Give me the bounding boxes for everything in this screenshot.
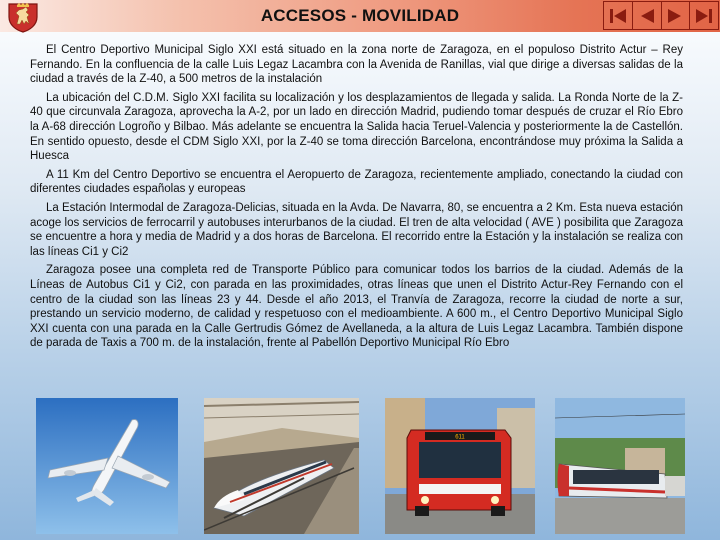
paragraph-train-station: La Estación Intermodal de Zaragoza-Delicias, situada en la Avda. De Navarra, 80, se encuentra a 2 Km. Esta nueva estación acoge los servicios de ferrocarril y autobuses interurbanos de la ciudad. El tren de alta velocidad ( AVE ) posibilita que Zaragoza se encuentre a hora y media de Madrid y a dos horas de Barcelona. El recorrido entre la Estación y la instalación se realiza con las líneas Ci1 y Ci2 [30,201,683,258]
next-slide-icon[interactable] [662,2,691,29]
page-title: ACCESOS - MOVILIDAD [260,6,460,25]
high-speed-train-photo [204,398,359,534]
paragraph-public-transport: Zaragoza posee una completa red de Transporte Público para comunicar todos los barrios de la ciudad. Además de la Líneas de Autobus Ci1 y Ci2, con parada en las proximidades, otras líneas que unen el Distrito Actur-Rey Fernando con el centro de la ciudad son las líneas 23 y 44. Desde el año 2013, el Tranvía de Zaragoza, recorre la ciudad de norte a sur, prestando un servicio moderno, de calidad y respetuoso con el medioambiente. A 600 m., el Centro Deportivo Municipal Siglo XXI cuenta con una parada en la Calle Gertrudis Gómez de Avellaneda, a la altura de Luis Legaz Lacambra. También dispone de parada de Taxis a 700 m. de la instalación, frente al Pabellón Deportivo Municipal Río Ebro [30,264,683,350]
city-bus-photo [385,398,535,534]
slide-navigation [603,1,719,30]
tram-photo [555,398,685,534]
paragraph-location: El Centro Deportivo Municipal Siglo XXI está situado en la zona norte de Zaragoza, en el populoso Distrito Actur – Rey Fernando. En la confluencia de la calle Luis Legaz Lacambra con la Avenida de Ranillas, vial que dirige a diversas salidas de la ciudad a través de la Z-40, a 500 metros de la instalación [30,44,683,86]
airplane-photo [36,398,178,534]
first-slide-icon[interactable] [604,2,633,29]
last-slide-icon[interactable] [690,2,718,29]
body-text [30,43,683,355]
paragraph-roads: La ubicación del C.D.M. Siglo XXI facilita su localización y los desplazamientos de llegada y salida. La Ronda Norte de la Z-40 que circunvala Zaragoza, aprovecha la A-2, por un lado en dirección Madrid, pudiendo tomar después de cruzar el Río Ebro la A-68 dirección Logroño y Bilbao. Más adelante se encuentra la Salida hacia Teruel-Valencia y posteriormente la de Castellón. En sentido opuesto, desde el CDM Siglo XXI, por la Z-40 se toma dirección Barcelona, encontrándose muy próxima la Salida a Huesca [30,91,683,163]
bus-route-display: 611 [455,434,465,441]
previous-slide-icon[interactable] [633,2,662,29]
paragraph-airport: A 11 Km del Centro Deportivo se encuentra el Aeropuerto de Zaragoza, recientemente ampliado, conectando la ciudad con diferentes ciudades españolas y europeas [30,168,683,196]
